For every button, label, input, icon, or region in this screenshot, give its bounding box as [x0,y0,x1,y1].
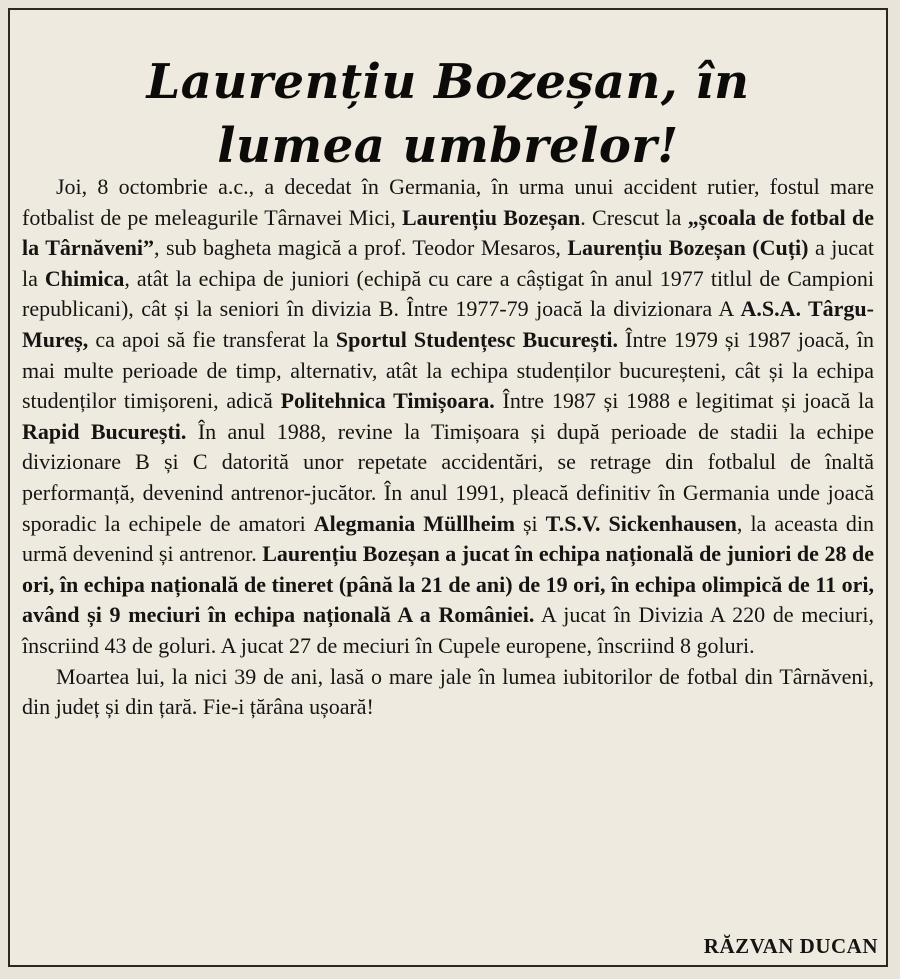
text-run: , la aceasta din urmă devenind și antrenor. [22,510,874,567]
text-run: și [514,510,546,536]
text-run: Între 1987 și 1988 e legitimat și joacă la [494,388,874,414]
article-frame [8,8,888,967]
text-run: Între 1979 și 1987 joacă, în mai multe perioade de timp, alternativ, atât la echipa studenților bucureșteni, cât și la echipa studenților timișoreni, adică [22,326,874,414]
bold-run: Sportul Studențesc București. [335,326,619,352]
text-run: A jucat în Divizia A 220 de meciuri, înscriind 43 de goluri. A jucat 27 de meciuri în Cupele europene, înscriind 8 goluri. [22,602,874,658]
paragraph-2: Moartea lui, la nici 39 de ani, lasă o mare jale în lumea iubitorilor de fotbal din Târnăveni, din județ și din țară. Fie-i țărâna ușoară! [22,663,874,720]
bold-run: „școala de fotbal de la Târnăveni” [22,204,874,261]
text-run: , sub bagheta magică a prof. Teodor Mesaros, [153,235,568,261]
text-run: , atât la echipa de juniori (echipă cu care a câștigat în anul 1977 titlul de Campioni republicani), cât și la seniori în divizia B. Între 1977-79 joacă la divizionara A [22,265,874,322]
text-run: a jucat la [22,235,874,291]
bold-run: Alegmania Müllheim [313,510,515,536]
title-line-2: lumea umbrelor! [217,118,679,174]
paragraph-1 [22,172,874,662]
text-run: Joi, 8 octombrie a.c., a decedat în Germania, în urma unui accident rutier, fostul mare fotbalist de pe meleagurile Târnavei Mici, [22,174,874,230]
author-byline: RĂZVAN DUCAN [703,934,878,958]
bold-run: Rapid București. [22,418,187,444]
article-title [10,10,886,178]
title-line-1: Laurențiu Bozeșan, în [146,54,750,110]
article-body [22,172,874,723]
bold-run: Laurențiu Bozeșan [402,204,581,230]
text-run: ca apoi să fie transferat la [88,326,336,352]
bold-run: T.S.V. Sickenhausen [545,510,737,536]
bold-run: A.S.A. Târgu-Mureș, [22,296,874,352]
text-run: . Crescut la [580,204,688,230]
bold-run: Laurențiu Bozeșan (Cuți) [567,235,809,261]
bold-run: Chimica [44,265,125,291]
bold-run: Politehnica Timișoara. [280,388,495,414]
text-run: În anul 1988, revine la Timișoara și după perioade de stadii la echipe divizionare B și C datorită unor repetate accidentări, se retrage din fotbalul de înaltă performanță, devenind antrenor-jucător. În anul 1991, pleacă definitiv în Germania unde joacă sporadic la echipele de amatori [22,418,875,536]
bold-run: Laurențiu Bozeșan a jucat în echipa națională de juniori de 28 de ori, în echipa națională de tineret (până la 21 de ani) de 19 ori, în echipa olimpică de 11 ori, având și 9 meciuri în echipa națională A a României. [22,541,874,628]
